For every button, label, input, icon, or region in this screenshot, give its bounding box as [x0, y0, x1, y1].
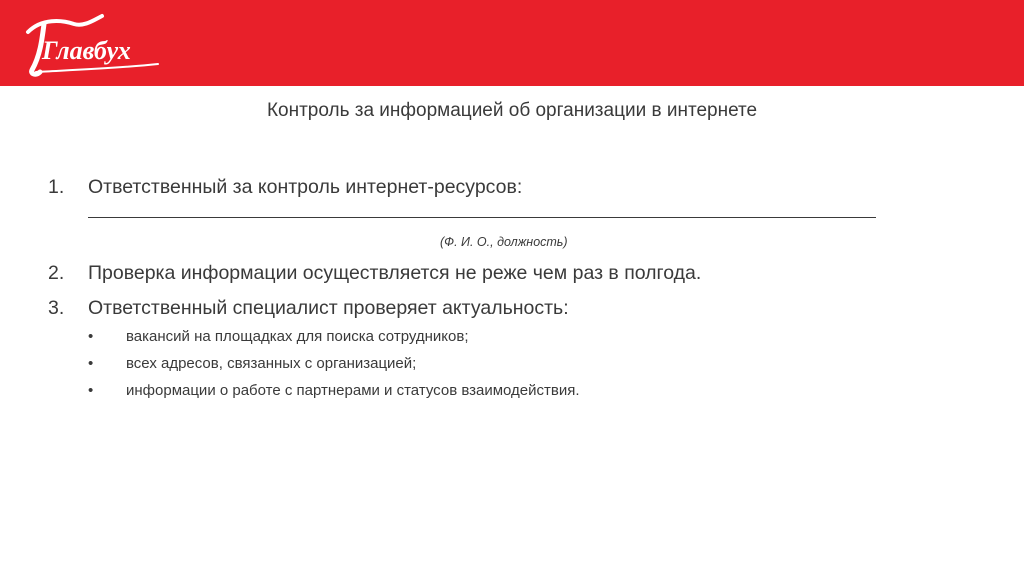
bullet-text: всех адресов, связанных с организацией;	[126, 355, 417, 372]
glavbukh-logo	[22, 10, 162, 80]
list-item-1	[48, 176, 522, 199]
list-item-text: Ответственный за контроль интернет-ресурсов:	[88, 176, 523, 198]
list-item-2	[48, 262, 701, 285]
logo-text: Главбух	[42, 36, 131, 65]
list-item-3	[48, 297, 569, 320]
list-item-text: Ответственный специалист проверяет актуальность:	[88, 297, 569, 319]
fill-in-line	[88, 217, 876, 218]
bullet-dot-icon: •	[88, 382, 94, 399]
bullet-text: информации о работе с партнерами и статусов взаимодействия.	[126, 382, 580, 399]
list-number: 2.	[48, 262, 65, 284]
bullet-item-3	[88, 382, 580, 399]
fill-in-caption: (Ф. И. О., должность)	[440, 235, 568, 249]
list-item-text: Проверка информации осуществляется не реже чем раз в полгода.	[88, 262, 702, 284]
bullet-dot-icon: •	[88, 355, 94, 372]
bullet-dot-icon: •	[88, 328, 94, 345]
bullet-text: вакансий на площадках для поиска сотрудников;	[126, 328, 469, 345]
list-number: 1.	[48, 176, 65, 198]
list-number: 3.	[48, 297, 65, 319]
bullet-item-2	[88, 355, 416, 372]
header-bar	[0, 0, 1024, 86]
page-title: Контроль за информацией об организации в интернете	[266, 100, 758, 121]
bullet-item-1	[88, 328, 469, 345]
